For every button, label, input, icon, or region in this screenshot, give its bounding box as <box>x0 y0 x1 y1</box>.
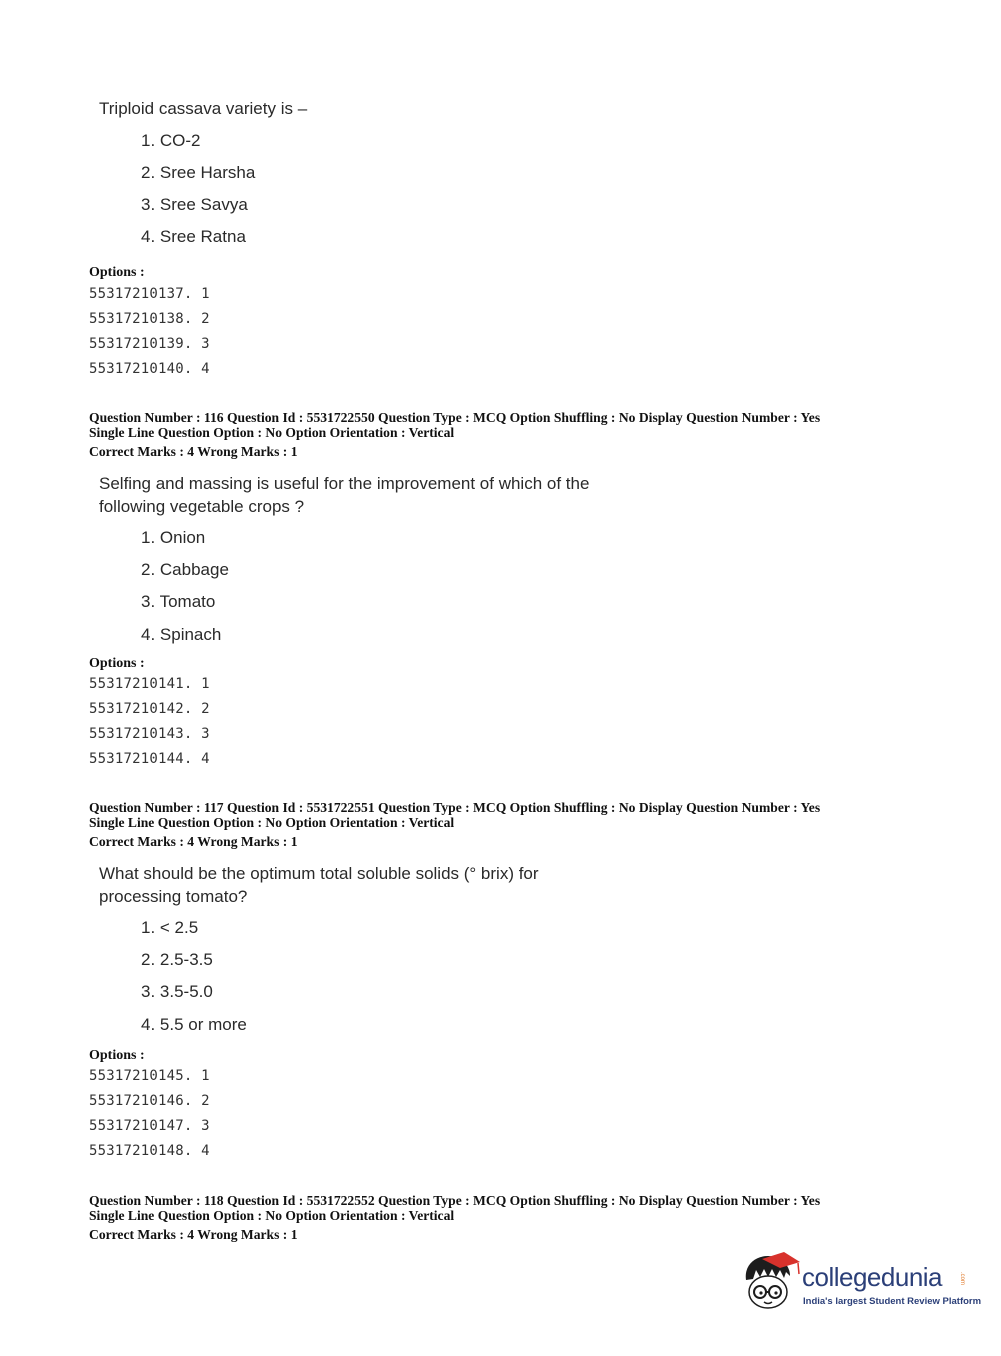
mascot-icon <box>740 1250 802 1312</box>
question-117-meta-line-1: Question Number : 117 Question Id : 5531722551 Question Type : MCQ Option Shuffling : No Display Question Number : Yes <box>89 800 821 815</box>
collegedunia-logo <box>740 1250 982 1316</box>
question-116-choice-1: 1. Onion <box>141 528 206 547</box>
question-115-text: Triploid cassava variety is – <box>99 99 308 118</box>
question-116-text-line-1: Selfing and massing is useful for the improvement of which of the <box>99 474 590 493</box>
question-118-meta-line-1: Question Number : 118 Question Id : 5531722552 Question Type : MCQ Option Shuffling : No Display Question Number : Yes <box>89 1193 821 1208</box>
question-117-text-line-1: What should be the optimum total soluble solids (° brix) for <box>99 864 539 883</box>
question-116-meta-line-2: Single Line Question Option : No Option Orientation : Vertical <box>89 425 455 440</box>
question-115-choice-4: 4. Sree Ratna <box>141 227 246 246</box>
question-116-option-id-1: 55317210141. 1 <box>89 676 210 692</box>
question-116-choice-2: 2. Cabbage <box>141 560 229 579</box>
question-117-option-id-4: 55317210148. 4 <box>89 1143 210 1159</box>
question-117-text-line-2: processing tomato? <box>99 887 248 906</box>
question-118-meta-line-2: Single Line Question Option : No Option Orientation : Vertical <box>89 1208 455 1223</box>
question-117-meta-line-2: Single Line Question Option : No Option Orientation : Vertical <box>89 815 455 830</box>
question-118-marks: Correct Marks : 4 Wrong Marks : 1 <box>89 1227 298 1242</box>
question-115-option-id-1: 55317210137. 1 <box>89 286 210 302</box>
logo-name: collegedunia <box>802 1262 943 1292</box>
question-117-options-label: Options : <box>89 1048 145 1063</box>
question-116-option-id-4: 55317210144. 4 <box>89 751 210 767</box>
question-116-option-id-3: 55317210143. 3 <box>89 726 210 742</box>
question-116-option-id-2: 55317210142. 2 <box>89 701 210 717</box>
question-115-option-id-2: 55317210138. 2 <box>89 311 210 327</box>
question-115-choice-1: 1. CO-2 <box>141 131 201 150</box>
question-117-marks: Correct Marks : 4 Wrong Marks : 1 <box>89 834 298 849</box>
question-115-choice-3: 3. Sree Savya <box>141 195 248 214</box>
question-117-choice-2: 2. 2.5-3.5 <box>141 950 213 969</box>
question-115-choice-2: 2. Sree Harsha <box>141 163 256 182</box>
question-116-meta-line-1: Question Number : 116 Question Id : 5531722550 Question Type : MCQ Option Shuffling : No Display Question Number : Yes <box>89 410 821 425</box>
question-115-options-label: Options : <box>89 265 145 280</box>
question-116-options-label: Options : <box>89 656 145 671</box>
question-117-choice-4: 4. 5.5 or more <box>141 1015 247 1034</box>
question-116-text-line-2: following vegetable crops ? <box>99 497 305 516</box>
question-117-choice-1: 1. < 2.5 <box>141 918 199 937</box>
question-116-choice-3: 3. Tomato <box>141 592 216 611</box>
logo-tagline: India's largest Student Review Platform <box>803 1296 982 1307</box>
question-115-option-id-3: 55317210139. 3 <box>89 336 210 352</box>
logo-com: .com <box>959 1272 965 1286</box>
question-117-option-id-1: 55317210145. 1 <box>89 1068 210 1084</box>
question-117-option-id-2: 55317210146. 2 <box>89 1093 210 1109</box>
question-117-option-id-3: 55317210147. 3 <box>89 1118 210 1134</box>
question-115-option-id-4: 55317210140. 4 <box>89 361 210 377</box>
question-116-choice-4: 4. Spinach <box>141 625 222 644</box>
question-117-choice-3: 3. 3.5-5.0 <box>141 982 213 1001</box>
question-116-marks: Correct Marks : 4 Wrong Marks : 1 <box>89 444 298 459</box>
